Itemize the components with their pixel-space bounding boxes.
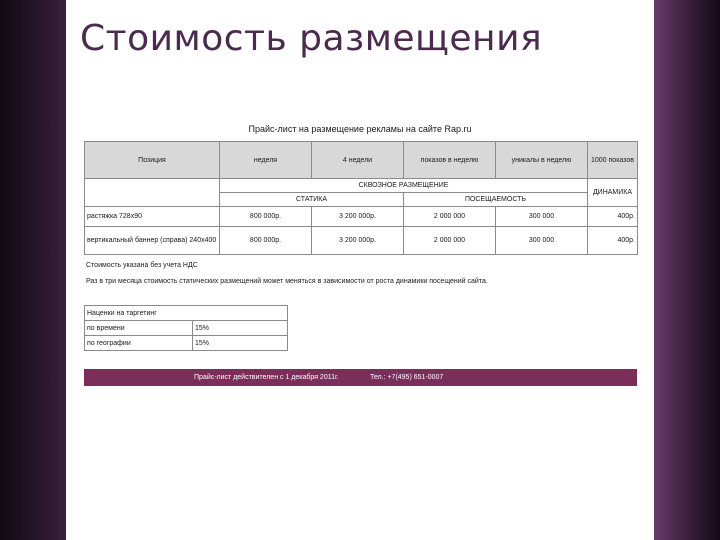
- row-four-weeks: 3 200 000р.: [312, 227, 404, 255]
- markup-title: Наценки на таргетинг: [85, 306, 288, 321]
- header-position: Позиция: [85, 142, 220, 179]
- row-name: растяжка 728х90: [85, 207, 220, 227]
- row-per-1000: 400р.: [588, 207, 638, 227]
- markup-label: по времени: [85, 321, 193, 336]
- footer-phone: Тел.: +7(495) 651-0007: [370, 374, 444, 381]
- table-row: [85, 207, 638, 227]
- row-per-1000: 400р.: [588, 227, 638, 255]
- price-table: [84, 141, 638, 255]
- markup-title-row: [85, 306, 288, 321]
- group-dynamic: ДИНАМИКА: [588, 179, 638, 207]
- markup-value: 15%: [193, 336, 288, 351]
- row-impressions: 2 000 000: [404, 227, 496, 255]
- header-week: неделя: [220, 142, 312, 179]
- table-row: [85, 227, 638, 255]
- price-table-header: [85, 142, 638, 179]
- background-right-panel: [654, 0, 720, 540]
- header-per-1000: 1000 показов: [588, 142, 638, 179]
- targeting-markup-table: [84, 305, 288, 351]
- row-name: вертикальный баннер (справа) 240х400: [85, 227, 220, 255]
- row-impressions: 2 000 000: [404, 207, 496, 227]
- price-sheet-title: Прайс-лист на размещение рекламы на сайте Rap.ru: [248, 124, 472, 134]
- header-uniques-week: уникалы в неделю: [496, 142, 588, 179]
- row-week: 800 000р.: [220, 207, 312, 227]
- vat-note: Стоимость указана без учета НДС: [86, 262, 198, 269]
- row-uniques: 300 000: [496, 207, 588, 227]
- group-blank-cell: [85, 179, 220, 207]
- group-static: СТАТИКА: [220, 193, 404, 207]
- markup-label: по географии: [85, 336, 193, 351]
- quarter-note: Раз в три месяца стоимость статических размещений может меняться в зависимости от роста динамики посещений сайта.: [86, 278, 488, 285]
- group-through: СКВОЗНОЕ РАЗМЕЩЕНИЕ: [220, 179, 588, 193]
- background-left-panel: [0, 0, 66, 540]
- header-impressions-week: показов в неделю: [404, 142, 496, 179]
- group-row-through: [85, 179, 638, 193]
- row-uniques: 300 000: [496, 227, 588, 255]
- slide-title: Стоимость размещения: [80, 18, 543, 59]
- list-item: [85, 336, 288, 351]
- markup-value: 15%: [193, 321, 288, 336]
- row-week: 800 000р.: [220, 227, 312, 255]
- header-four-weeks: 4 недели: [312, 142, 404, 179]
- footer-valid-from: Прайс-лист действителен с 1 декабря 2011г.: [194, 374, 339, 381]
- group-traffic: ПОСЕЩАЕМОСТЬ: [404, 193, 588, 207]
- row-four-weeks: 3 200 000р.: [312, 207, 404, 227]
- list-item: [85, 321, 288, 336]
- price-sheet-footer: [84, 369, 637, 386]
